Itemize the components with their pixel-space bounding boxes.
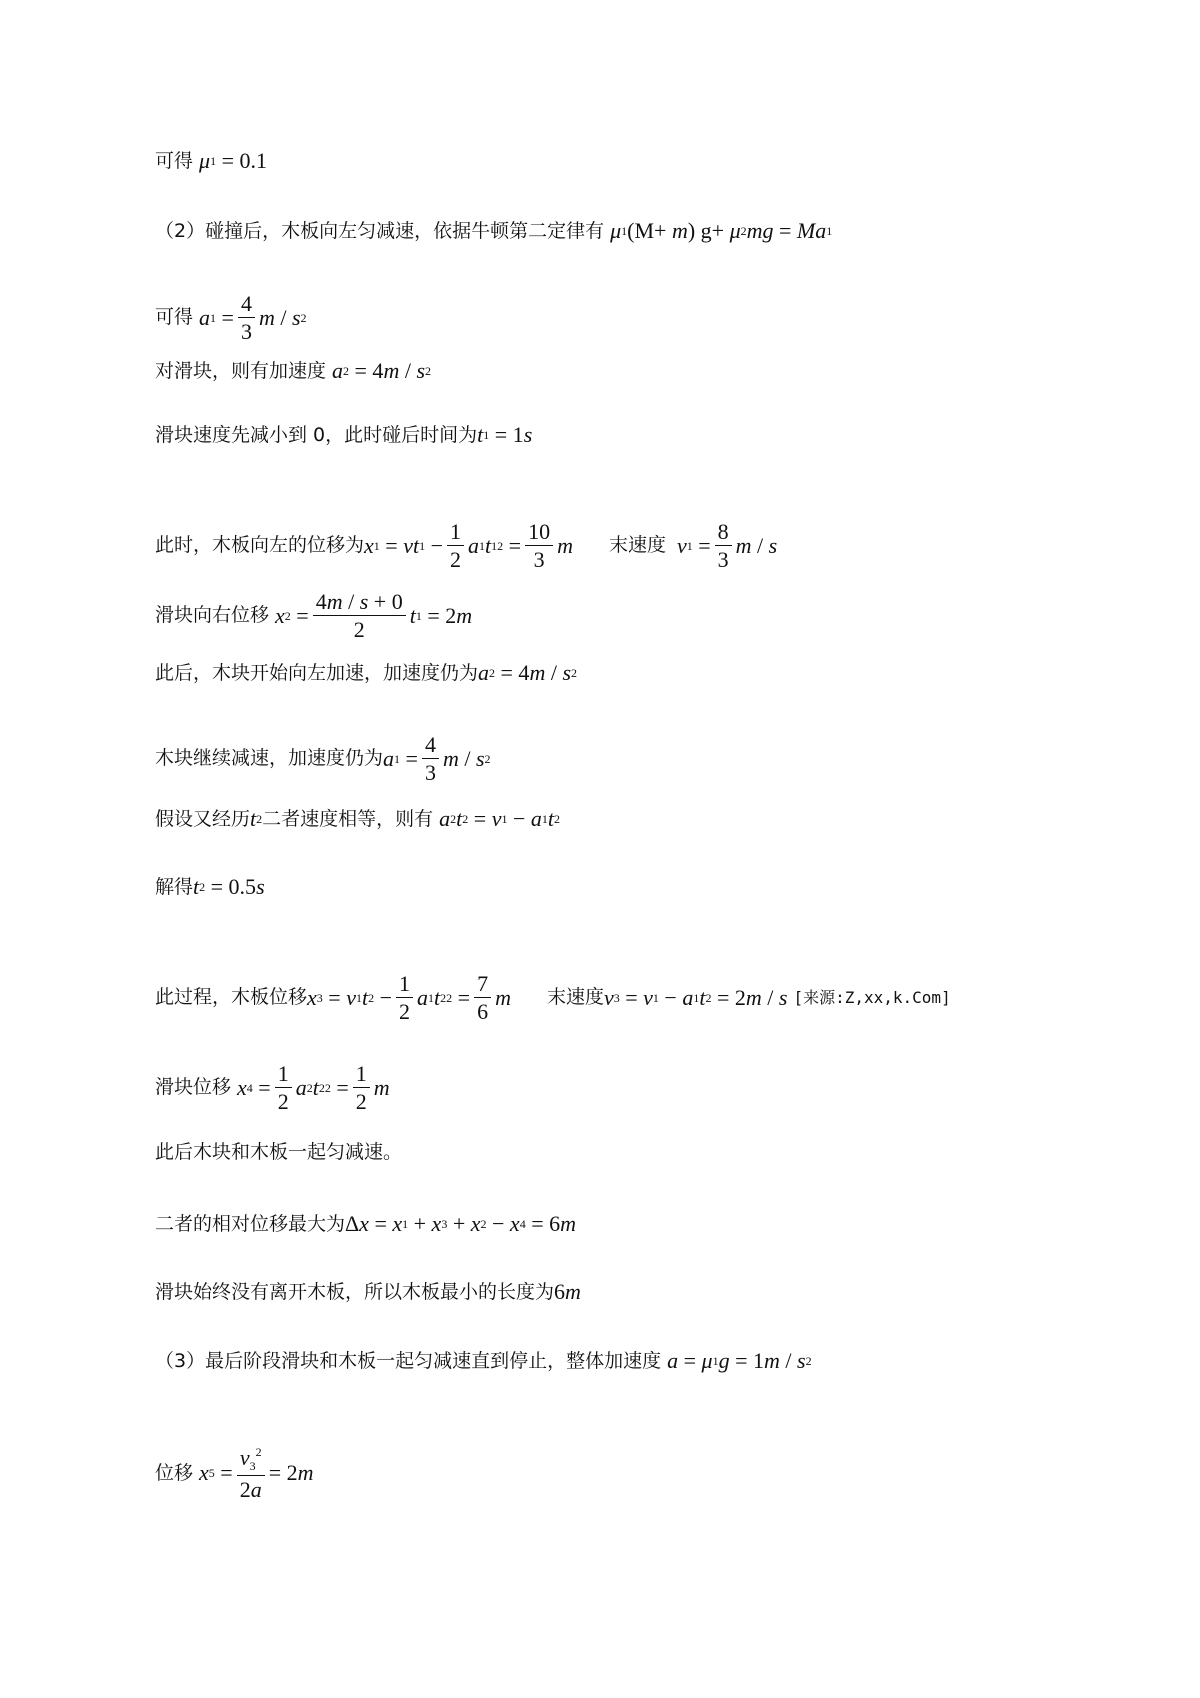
line-together: 此后木块和木板一起匀减速。 [155, 1141, 403, 1163]
line-min-length: 滑块始终没有离开木板，所以木板最小的长度为 6 m [155, 1279, 581, 1304]
line-final-accel: （3）最后阶段滑块和木板一起匀减速直到停止，整体加速度 a = μ 1 g = 1 m / s 2 [155, 1348, 812, 1373]
line-collision: （2）碰撞后，木板向左匀减速，依据牛顿第二定律有 μ 1 (M+ m ) g+ μ 2 mg = Ma 1 [155, 218, 833, 243]
formula-a: a = μ 1 g = 1 m / s 2 [667, 1348, 812, 1373]
formula-x2: x 2 = $\frac{4m / s + 0}{2}$ t 1 = 2 m [275, 589, 473, 643]
formula-a2-again: a 2 = 4 m / s 2 [478, 660, 578, 685]
formula-min-length: 6 m [554, 1279, 581, 1304]
formula-x5: x 5 = $\frac{v_3^2}{2a}$ = 2 m [199, 1445, 314, 1502]
formula-a2: a 2 = 4 m / s 2 [332, 358, 432, 383]
line-x4: 滑块位移 x 4 = $\frac{1}{2}$ a 2 t 2 2 = $\frac{1}{2}$ m [155, 1061, 390, 1115]
line-t2-result: 解得 t 2 = 0.5 s [155, 874, 265, 899]
formula-t2: t 2 = 0.5 s [193, 874, 265, 899]
formula-x4: x 4 = $\frac{1}{2}$ a 2 t 2 2 = $\frac{1}{2}$ m [237, 1061, 390, 1115]
formula-v1: v 1 = $\frac{8}{3}$ m / s [676, 519, 778, 573]
formula-x1: x 1 = vt 1 − $\frac{1}{2}$ a 1 t 1 2 = $\frac{10}{3}$ m [364, 519, 573, 573]
line-a1: 可得 a 1 = $\frac{4}{3}$ m / s 2 [155, 291, 307, 345]
formula-t1: t 1 = 1 s [477, 422, 533, 447]
line-a1-again: 木块继续减速，加速度仍为 a 1 = $\frac{4}{3}$ m / s 2 [155, 732, 491, 786]
formula-mu1: μ 1 = 0.1 [199, 148, 267, 173]
line-x1: 此时，木板向左的位移为 x 1 = vt 1 − $\frac{1}{2}$ a 1 t 1 2 = $\frac{10}{3}$ m 末速度 v 1 = $\frac{8}{3}$ m / s [155, 519, 778, 573]
line-delta-x: 二者的相对位移最大为 Δ x = x 1 + x 3 + x 2 − x 4 = 6 m [155, 1211, 576, 1236]
source-note: [来源:Z,xx,k.Com] [793, 987, 951, 1007]
line-a2-again: 此后，木块开始向左加速，加速度仍为 a 2 = 4 m / s 2 [155, 660, 578, 685]
formula-equal-speed: a 2 t 2 = v 1 − a 1 t 2 [439, 806, 561, 831]
line-t2-assume: 假设又经历 t 2 二者速度相等，则有 a 2 t 2 = v 1 − a 1 t 2 [155, 806, 561, 831]
formula-delta-x: Δ x = x 1 + x 3 + x 2 − x 4 = 6 m [345, 1211, 576, 1236]
formula-a1-again: a 1 = $\frac{4}{3}$ m / s 2 [383, 732, 491, 786]
line-x2: 滑块向右位移 x 2 = $\frac{4m / s + 0}{2}$ t 1 = 2 m [155, 589, 473, 643]
line-x5: 位移 x 5 = $\frac{v_3^2}{2a}$ = 2 m [155, 1445, 314, 1502]
formula-v3: v 3 = v 1 − a 1 t 2 = 2 m / s [603, 984, 788, 1010]
formula-t2-symbol: t 2 [250, 806, 263, 831]
line-mu1: 可得 μ 1 = 0.1 [155, 148, 267, 173]
formula-x3: x 3 = v 1 t 2 − $\frac{1}{2}$ a 1 t 2 2 = $\frac{7}{6}$ m [307, 971, 511, 1025]
formula-a1: a 1 = $\frac{4}{3}$ m / s 2 [199, 291, 307, 345]
formula-newton: μ 1 (M+ m ) g+ μ 2 mg = Ma 1 [610, 218, 833, 243]
line-t1: 滑块速度先减小到 0，此时碰后时间为 t 1 = 1 s [155, 422, 533, 447]
line-x3: 此过程，木板位移 x 3 = v 1 t 2 − $\frac{1}{2}$ a 1 t 2 2 = $\frac{7}{6}$ m 末速度 v 3 = v 1 − a 1 t 2 = 2 m / s [来源:Z,xx,k.Com] [155, 971, 951, 1025]
line-a2: 对滑块，则有加速度 a 2 = 4 m / s 2 [155, 358, 432, 383]
